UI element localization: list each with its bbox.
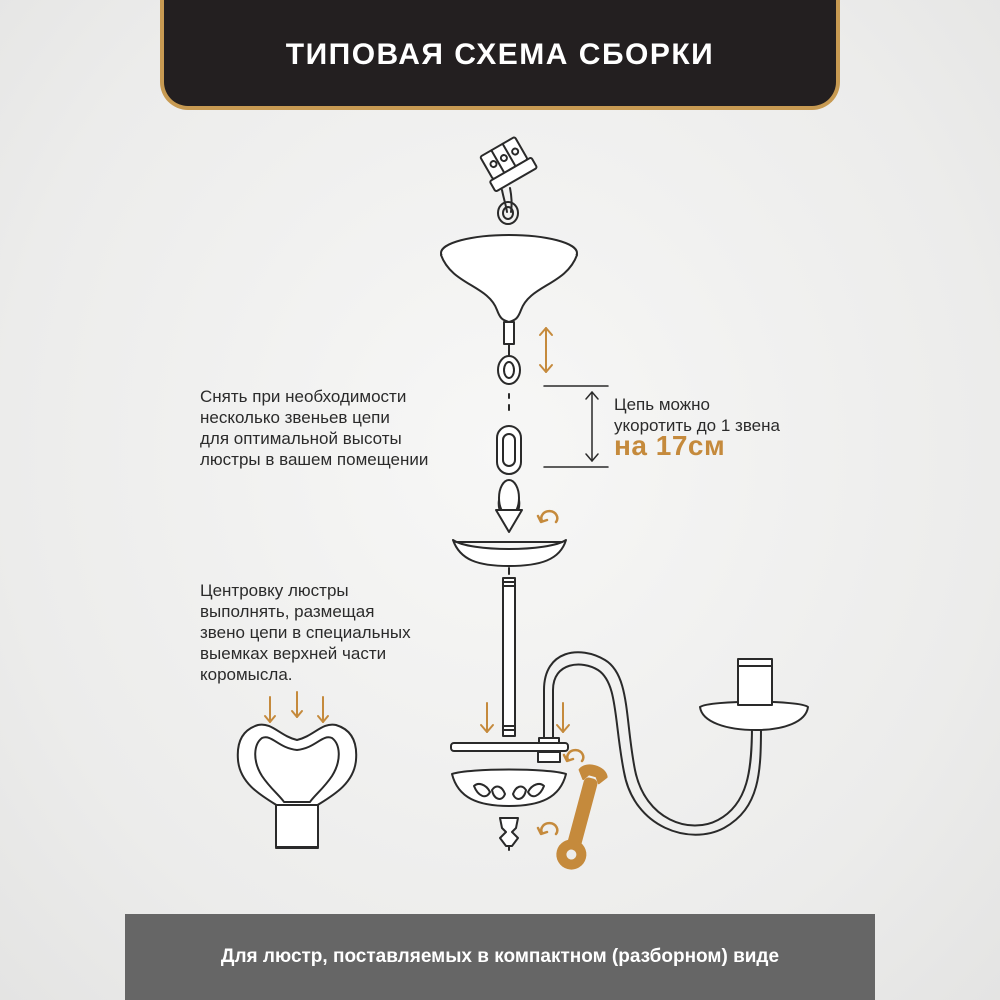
bowl-icon	[452, 770, 566, 807]
centering-note: Центровку люстры выполнять, размещая звено цепи в специальных выемках верхней части коромысла.	[200, 581, 411, 684]
mounting-plate-icon	[451, 743, 568, 762]
footer-text: Для люстр, поставляемых в компактном (разборном) виде	[220, 946, 780, 967]
footer-banner	[125, 914, 875, 1000]
chain-removal-note: Снять при необходимости несколько звеньев цепи для оптимальной высоты люстры в вашем помещении	[200, 387, 429, 469]
chain-shorten-note: Цепь можно укоротить до 1 звена	[614, 395, 780, 435]
upper-cup-icon	[453, 540, 566, 566]
chain-shorten-value: на 17см	[614, 430, 726, 461]
terminal-block-icon	[477, 135, 538, 212]
chain-link-icon	[498, 345, 520, 410]
chain-link-long-icon	[496, 426, 522, 532]
finial-icon	[500, 818, 518, 850]
candle-holder-icon	[700, 659, 808, 730]
yoke-centering-icon	[238, 725, 356, 848]
ceiling-canopy-icon	[441, 235, 577, 345]
dimension-bracket	[544, 386, 608, 467]
rotate-arrow-icon	[564, 750, 583, 761]
ceiling-hook-icon	[498, 202, 518, 224]
page-title: ТИПОВАЯ СХЕМА СБОРКИ	[285, 38, 715, 71]
down-arrow-icon	[265, 692, 328, 722]
rotate-arrow-icon	[538, 823, 557, 834]
down-arrow-icon	[481, 703, 569, 732]
central-rod-icon	[503, 568, 515, 736]
adjust-height-arrow-icon	[540, 328, 552, 372]
rotate-arrow-icon	[538, 511, 557, 522]
chandelier-arm-icon	[539, 652, 761, 834]
